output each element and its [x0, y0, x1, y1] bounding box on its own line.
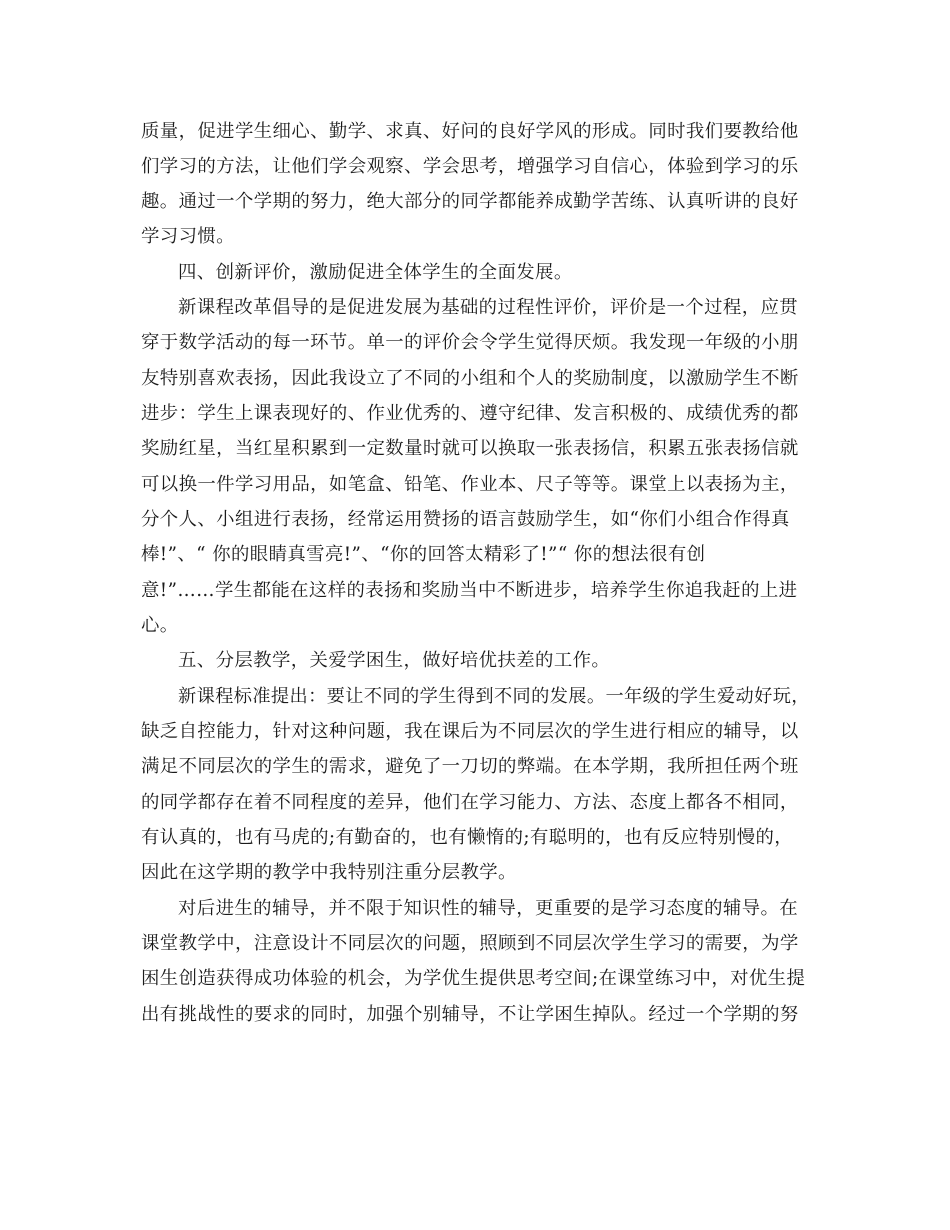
- text-line: 质量，促进学生细心、勤学、求真、好问的良好学风的形成。同时我们要教给他: [141, 121, 799, 142]
- text-line: 奖励红星，当红星积累到一定数量时就可以换取一张表扬信，积累五张表扬信就: [141, 438, 799, 459]
- section-heading: 四、创新评价，激励促进全体学生的全面发展。: [178, 262, 573, 283]
- text-line: 因此在这学期的教学中我特别注重分层教学。: [141, 862, 517, 883]
- text-line: 棒!”、“ 你的眼睛真雪亮!”、“你的回答太精彩了!”“ 你的想法很有创: [141, 544, 706, 565]
- text-line: 困生创造获得成功体验的机会，为学优生提供思考空间;在课堂练习中，对优生提: [141, 968, 806, 989]
- section-heading: 五、分层教学，关爱学困生，做好培优扶差的工作。: [178, 650, 611, 671]
- text-line: 学习习惯。: [141, 226, 235, 247]
- text-line: 新课程改革倡导的是促进发展为基础的过程性评价，评价是一个过程，应贯: [178, 297, 799, 318]
- text-line: 可以换一件学习用品，如笔盒、铅笔、作业本、尺子等等。课堂上以表扬为主，: [141, 474, 799, 495]
- text-line: 友特别喜欢表扬，因此我设立了不同的小组和个人的奖励制度，以激励学生不断: [141, 368, 799, 389]
- text-line: 满足不同层次的学生的需求，避免了一刀切的弊端。在本学期，我所担任两个班: [141, 756, 799, 777]
- text-line: 出有挑战性的要求的同时，加强个别辅导，不让学困生掉队。经过一个学期的努: [141, 1004, 799, 1025]
- text-line: 趣。通过一个学期的努力，绝大部分的同学都能养成勤学苦练、认真听讲的良好: [141, 191, 799, 212]
- text-line: 分个人、小组进行表扬，经常运用赞扬的语言鼓励学生，如“你们小组合作得真: [141, 509, 790, 530]
- text-line: 穿于数学活动的每一环节。单一的评价会令学生觉得厌烦。我发现一年级的小朋: [141, 332, 799, 353]
- text-line: 进步：学生上课表现好的、作业优秀的、遵守纪律、发言积极的、成绩优秀的都: [141, 403, 799, 424]
- text-line: 课堂教学中，注意设计不同层次的问题，照顾到不同层次学生学习的需要，为学: [141, 933, 799, 954]
- text-line: 新课程标准提出：要让不同的学生得到不同的发展。一年级的学生爱动好玩，: [178, 686, 810, 707]
- text-line: 有认真的，也有马虎的;有勤奋的，也有懒惰的;有聪明的，也有反应特别慢的，: [141, 827, 794, 848]
- text-line: 缺乏自控能力，针对这种问题，我在课后为不同层次的学生进行相应的辅导，以: [141, 721, 799, 742]
- text-line: 心。: [141, 615, 179, 636]
- text-line: 的同学都存在着不同程度的差异，他们在学习能力、方法、态度上都各不相同，: [141, 792, 799, 813]
- text-line: 意!”……学生都能在这样的表扬和奖励当中不断进步，培养学生你追我赶的上进: [141, 580, 798, 601]
- text-line: 对后进生的辅导，并不限于知识性的辅导，更重要的是学习态度的辅导。在: [178, 898, 799, 919]
- text-line: 们学习的方法，让他们学会观察、学会思考，增强学习自信心，体验到学习的乐: [141, 156, 799, 177]
